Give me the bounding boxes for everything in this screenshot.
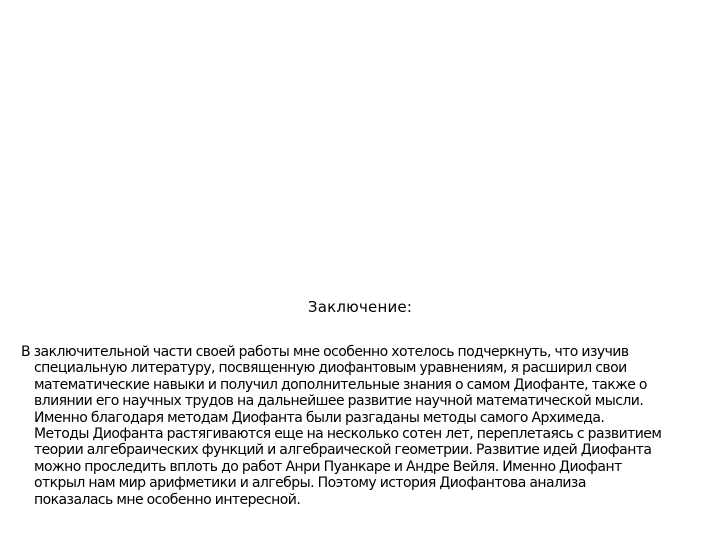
paragraph-line: математические навыки и получил дополнительные знания о самом Диофанте, также о xyxy=(34,376,647,393)
paragraph-line: показалась мне особенно интересной. xyxy=(34,491,301,508)
paragraph-line: влиянии его научных трудов на дальнейшее развитие научной математической мысли. xyxy=(34,393,644,410)
paragraph-line: специальную литературу, посвященную диофантовым уравнениям, я расширил свои xyxy=(34,360,627,377)
paragraph-line: В заключительной части своей работы мне особенно хотелось подчеркнуть, что изучив xyxy=(21,344,629,360)
paragraph-line: Именно благодаря методам Диофанта были разгаданы методы самого Архимеда. xyxy=(34,409,605,426)
slide-title: Заключение: xyxy=(307,298,413,316)
paragraph-line: теории алгебраических функций и алгебраической геометрии. Развитие идей Диофанта xyxy=(34,442,652,459)
paragraph-line: Методы Диофанта растягиваются еще на несколько сотен лет, переплетаясь с развитием xyxy=(34,426,662,443)
paragraph-line: можно проследить вплоть до работ Анри Пуанкаре и Андре Вейля. Именно Диофант xyxy=(34,458,622,475)
paragraph-line: открыл нам мир арифметики и алгебры. Поэтому история Диофантова анализа xyxy=(34,475,586,492)
conclusion-paragraph xyxy=(21,344,716,508)
